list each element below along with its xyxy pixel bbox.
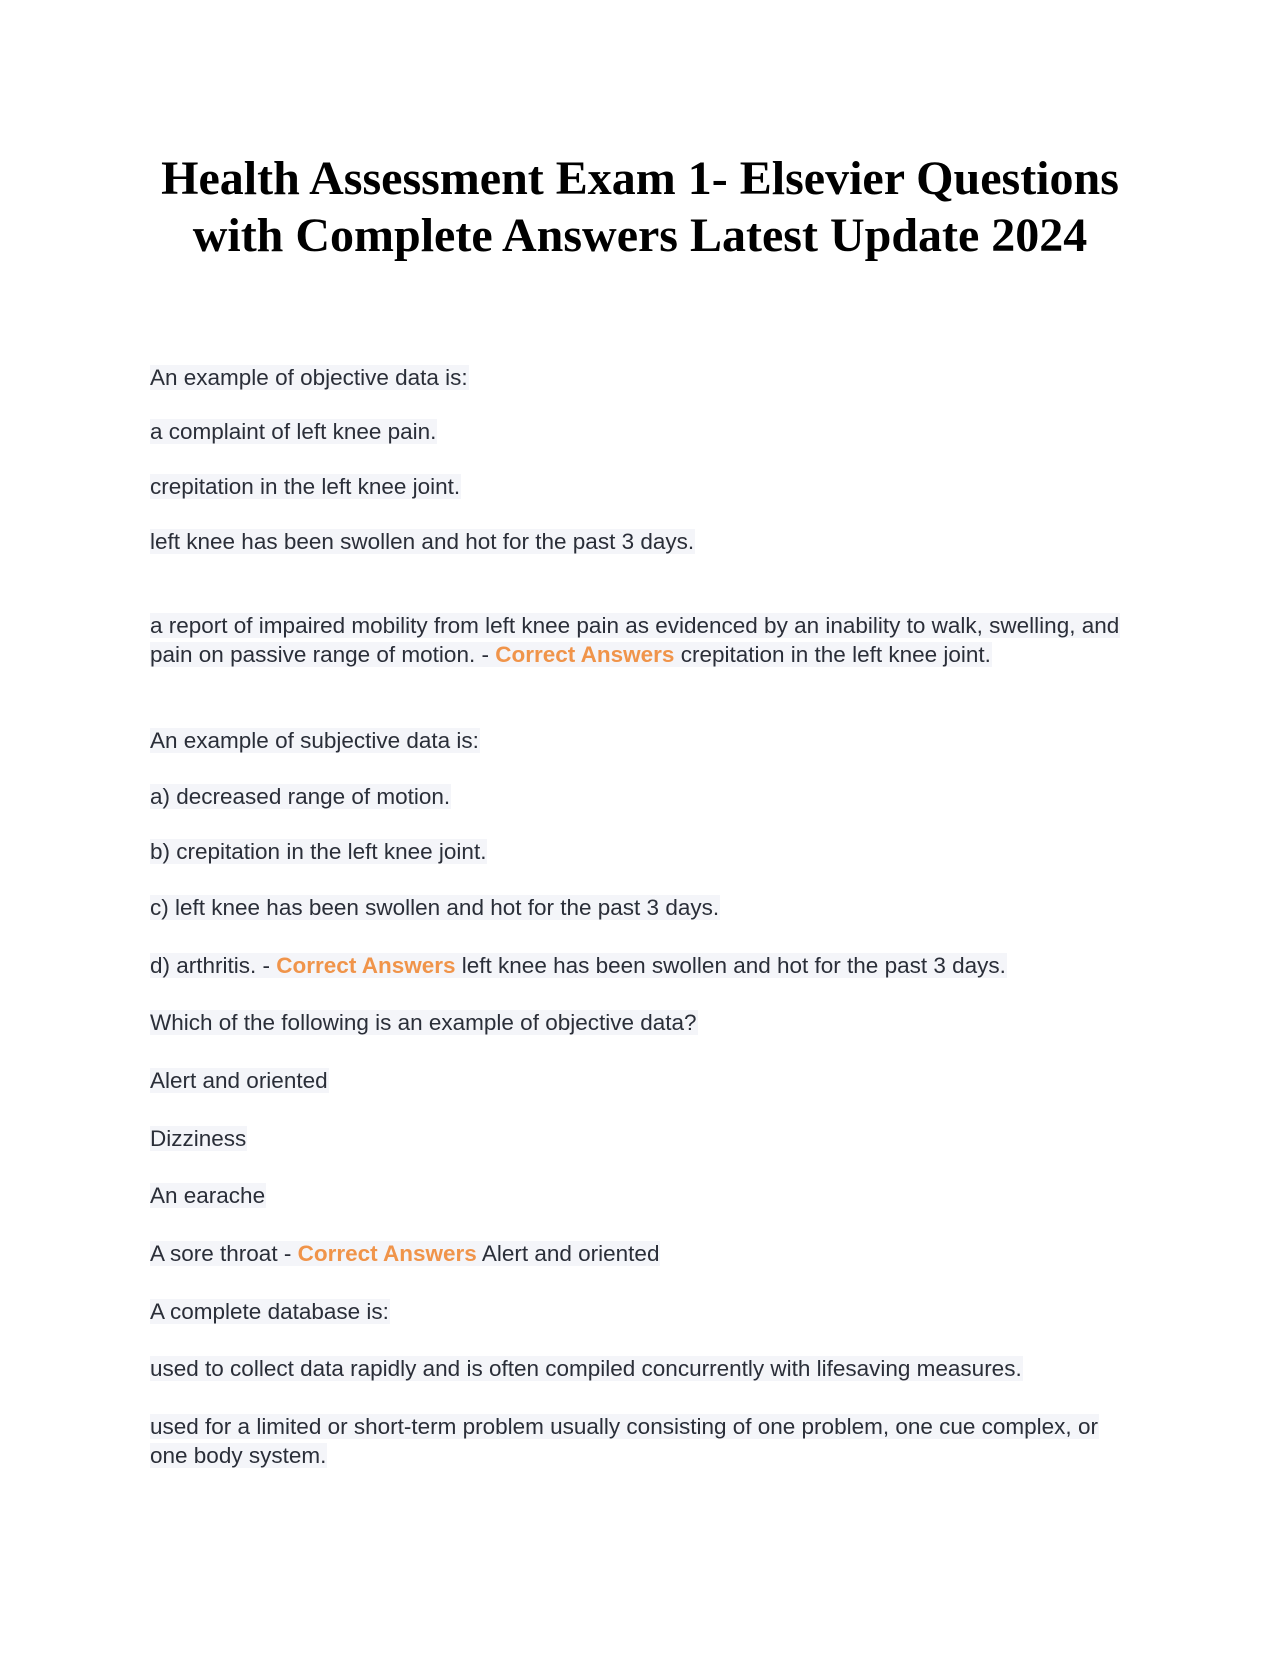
q2-option-d-with-answer: d) arthritis. - Correct Answers left knee has been swollen and hot for the past 3 days.: [150, 953, 1006, 978]
correct-answers-label: Correct Answers: [297, 1241, 477, 1266]
q3-option-d-with-answer: A sore throat - Correct Answers Alert and oriented: [150, 1241, 660, 1266]
correct-answers-label: Correct Answers: [276, 953, 456, 978]
q1-option-d-with-answer: a report of impaired mobility from left knee pain as evidenced by an inability to walk, swelling, and pain on passive range of motion. - Correct Answers crepitation in the left knee joint.: [150, 613, 1120, 667]
q3-option-a: Alert and oriented: [150, 1068, 328, 1093]
q1-option-c: left knee has been swollen and hot for the past 3 days.: [150, 529, 695, 554]
question-3: Which of the following is an example of objective data?: [150, 1010, 697, 1035]
q1-option-b: crepitation in the left knee joint.: [150, 474, 461, 499]
question-2: An example of subjective data is:: [150, 728, 479, 753]
q2-option-a: a) decreased range of motion.: [150, 784, 451, 809]
q2-option-b: b) crepitation in the left knee joint.: [150, 839, 487, 864]
q3-option-b: Dizziness: [150, 1126, 247, 1151]
q3-option-c: An earache: [150, 1183, 266, 1208]
q1-option-a: a complaint of left knee pain.: [150, 419, 437, 444]
document-title: Health Assessment Exam 1- Elsevier Questions with Complete Answers Latest Update 2024: [161, 152, 1119, 262]
correct-answers-label: Correct Answers: [495, 642, 675, 667]
question-4: A complete database is:: [150, 1299, 389, 1324]
correct-answer-text: left knee has been swollen and hot for the past 3 days.: [461, 953, 1006, 978]
correct-answer-text: crepitation in the left knee joint.: [680, 642, 991, 667]
q4-option-b: used for a limited or short-term problem usually consisting of one problem, one cue complex, or one body system.: [150, 1414, 1098, 1468]
q4-option-a: used to collect data rapidly and is often compiled concurrently with lifesaving measures.: [150, 1356, 1022, 1381]
correct-answer-text: Alert and oriented: [481, 1241, 660, 1266]
q2-option-c: c) left knee has been swollen and hot for the past 3 days.: [150, 895, 720, 920]
question-1: An example of objective data is:: [150, 365, 468, 390]
